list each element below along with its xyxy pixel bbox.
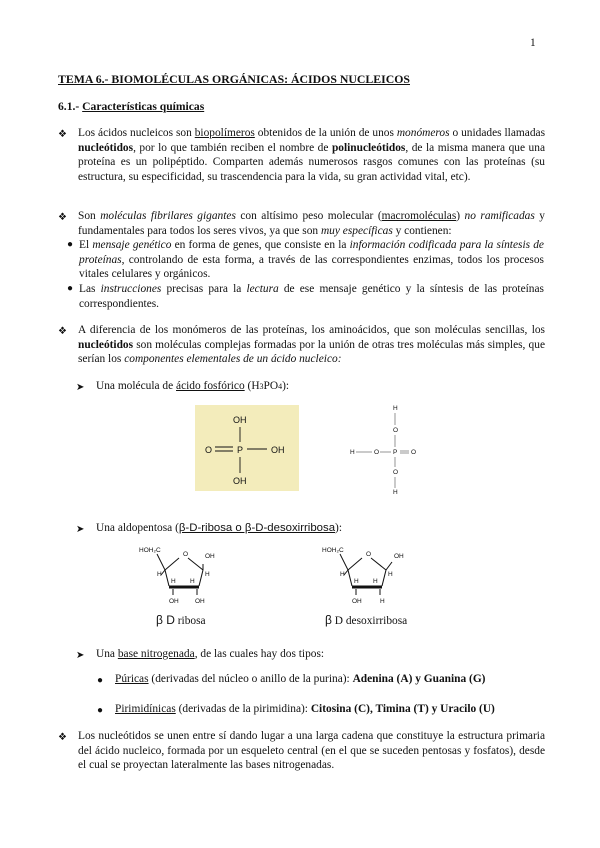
- diamond-bullet-icon: ❖: [58, 212, 67, 223]
- svg-text:H: H: [340, 571, 345, 578]
- svg-text:O: O: [411, 449, 417, 456]
- deoxyribose-structure: [318, 540, 408, 606]
- paragraph-4: Los nucleótidos se unen entre sí dando lugar a una larga cadena que constituye la estructura primaria del ácido nucleico, formada por un esqueleto central (en el que se suceden pentosas y fosfatos), desde el cual se proyectan lateralmente las bases nitrogenadas.: [78, 730, 545, 772]
- sub-bullet-genetic-message: ● El mensaje genético en forma de genes, que consiste en la información codificada para la síntesis de proteínas, controlando de esta forma, a través de las correspondientes enzimas, todos los procesos vitales celulares y orgánicos.: [67, 239, 544, 281]
- ribose-structure: [135, 540, 225, 606]
- svg-text:H: H: [393, 489, 398, 496]
- ribose-caption: β D ribosa: [156, 613, 206, 627]
- paragraph-3: A diferencia de los monómeros de las proteínas, los aminoácidos, que son moléculas sencillas, los nucleótidos son moléculas complejas formadas por la unión de otras tres moléculas más simples, que serían los componentes elementales de un ácido nucleico:: [78, 324, 545, 366]
- svg-text:H: H: [393, 405, 398, 412]
- svg-text:O: O: [393, 469, 399, 476]
- svg-text:OH: OH: [195, 598, 205, 605]
- section-number: 6.1.-: [58, 100, 80, 113]
- diamond-bullet-icon: ❖: [58, 326, 67, 337]
- section-label: Características químicas: [82, 100, 205, 113]
- diamond-bullet-icon: ❖: [58, 732, 67, 743]
- svg-text:H: H: [380, 598, 385, 605]
- page-title: TEMA 6.- BIOMOLÉCULAS ORGÁNICAS: ÁCIDOS NUCLEICOS: [58, 72, 410, 86]
- svg-text:OH: OH: [233, 415, 247, 425]
- svg-text:OH: OH: [169, 598, 179, 605]
- arrow-bullet-icon: ➤: [76, 650, 85, 661]
- section-heading: [58, 100, 204, 115]
- svg-text:HOH₂C: HOH₂C: [322, 547, 344, 554]
- svg-text:OH: OH: [271, 445, 285, 455]
- svg-text:P: P: [237, 445, 244, 455]
- phosphoric-acid-structure: [195, 405, 299, 491]
- svg-text:OH: OH: [205, 553, 215, 560]
- svg-text:O: O: [366, 551, 372, 558]
- item-nitrogenous-base: Una base nitrogenada, de las cuales hay dos tipos:: [96, 648, 325, 660]
- arrow-bullet-icon: ➤: [76, 524, 85, 535]
- deoxyribose-caption: β D desoxirribosa: [325, 613, 408, 627]
- svg-text:H: H: [205, 571, 210, 578]
- paragraph-2: Son moléculas fibrilares gigantes con altísimo peso molecular (macromoléculas) no ramificadas y fundamentales para todos los seres vivos, ya que son muy específicas y contienen:: [78, 210, 545, 237]
- svg-text:O: O: [183, 551, 189, 558]
- dot-bullet-icon: ●: [97, 705, 104, 716]
- diamond-bullet-icon: ❖: [58, 129, 67, 140]
- svg-text:HOH₂C: HOH₂C: [139, 547, 161, 554]
- svg-text:H: H: [373, 578, 378, 585]
- svg-text:H: H: [350, 449, 355, 456]
- svg-text:H: H: [388, 571, 393, 578]
- svg-text:O: O: [393, 427, 399, 434]
- dot-bullet-icon: ●: [67, 239, 74, 250]
- sub-bullet-instructions: ● Las instrucciones precisas para la lectura de ese mensaje genético y la síntesis de las proteínas correspondientes.: [67, 283, 544, 310]
- svg-text:H: H: [190, 578, 195, 585]
- svg-text:O: O: [205, 445, 213, 455]
- page-number: 1: [530, 37, 536, 49]
- svg-text:H: H: [171, 578, 176, 585]
- svg-text:OH: OH: [233, 476, 247, 486]
- base-purines: Púricas (derivadas del núcleo o anillo de la purina): Adenina (A) y Guanina (G): [115, 673, 486, 685]
- svg-text:H: H: [354, 578, 359, 585]
- phosphoric-acid-ball-structure: [340, 402, 440, 498]
- svg-text:H: H: [157, 571, 162, 578]
- svg-text:OH: OH: [394, 553, 404, 560]
- svg-text:O: O: [374, 449, 380, 456]
- item-aldopentose: Una aldopentosa (β-D-ribosa o β-D-desoxirribosa):: [96, 522, 343, 534]
- svg-text:OH: OH: [352, 598, 362, 605]
- base-pyrimidines: Pirimidínicas (derivadas de la pirimidina): Citosina (C), Timina (T) y Uracilo (U): [115, 703, 495, 715]
- item-phosphoric-acid: Una molécula de ácido fosfórico (H3PO4):: [96, 380, 290, 392]
- arrow-bullet-icon: ➤: [76, 382, 85, 393]
- svg-text:P: P: [393, 449, 398, 456]
- dot-bullet-icon: ●: [97, 675, 104, 686]
- dot-bullet-icon: ●: [67, 283, 74, 294]
- paragraph-1: Los ácidos nucleicos son biopolímeros obtenidos de la unión de unos monómeros o unidades llamadas nucleótidos, por lo que también reciben el nombre de polinucleótidos, de la misma manera que una proteína es un polipéptido. Comparten además numerosos rasgos comunes con las proteínas (su estructura, su especificidad, su trascendencia para la vida, su gran actividad vital, etc).: [78, 127, 546, 183]
